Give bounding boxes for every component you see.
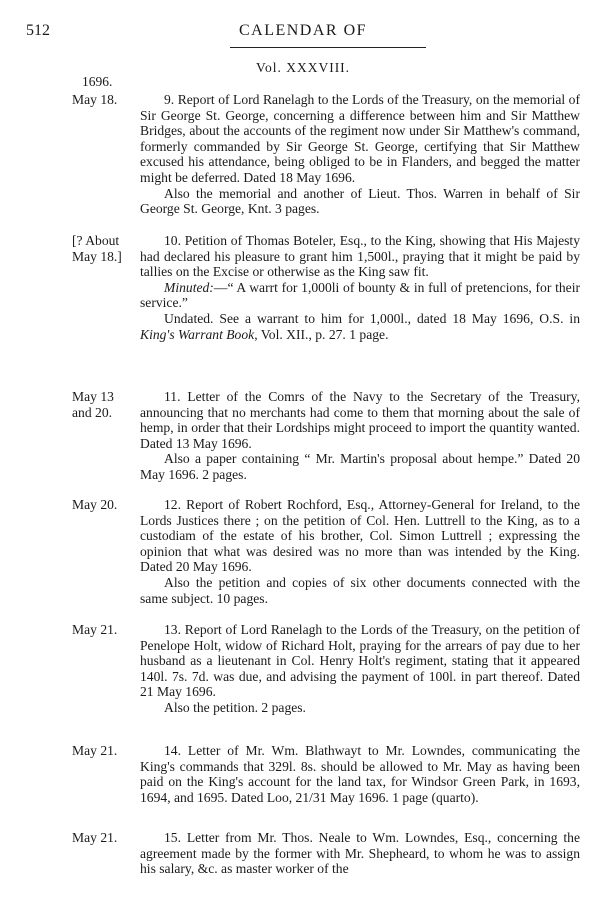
warrant-book-title: King's Warrant Book [140, 326, 255, 342]
entry-paragraph: 14. Letter of Mr. Wm. Blathwayt to Mr. Lowndes, communicating the King's commands that 329l. 8s. should be allowed to Mr. May as having been paid on the King's account for the land tax, for Windsor Green Park, in 1693, 1694, and 1695. Dated Loo, 21/31 May 1696. 1 page (quarto). [140, 743, 580, 805]
minuted-text: —“ A warrt for 1,000li of bounty & in full of pretencions, for their service.” [140, 279, 580, 311]
entry-body [140, 233, 580, 342]
undated-tail: , Vol. XII., p. 27. 1 page. [254, 326, 389, 342]
entry-body [140, 92, 580, 217]
entry-date: May 21. [72, 622, 118, 637]
entry-paragraph: Also the memorial and another of Lieut. Thos. Warren in behalf of Sir George St. George, Knt. 3 pages. [140, 185, 580, 217]
entry-paragraph: 12. Report of Robert Rochford, Esq., Attorney-General for Ireland, to the Lords Justices there ; on the petition of Col. Hen. Luttrell to the King, as to a custodiam of the estate of his brother, Col. Simon Luttrell ; expressing the opinion that what was desired was no more than was intended by the King. Dated 20 May 1696. [140, 497, 580, 575]
entry-date: May 13 and 20. [72, 389, 114, 420]
undated-text: Undated. See a warrant to him for 1,000l., dated 18 May 1696, O.S. in [164, 310, 580, 326]
entry-paragraph: 9. Report of Lord Ranelagh to the Lords of the Treasury, on the memorial of Sir George St. George, concerning a difference between him and Sir Matthew Bridges, about the accounts of the regiment now under Sir Matthew's command, formerly commanded by Sir George St. George, certifying that Sir Matthew excused his attendance, being obliged to be in Flanders, and begged the matter might be deferred. Dated 18 May 1696. [140, 92, 580, 185]
entry-date: May 21. [72, 830, 118, 845]
entry-body [140, 830, 580, 877]
entry-date: [? About May 18.] [72, 233, 122, 264]
entry-paragraph: 15. Letter from Mr. Thos. Neale to Wm. Lowndes, Esq., concerning the agreement made by the former with Mr. Shepheard, to whom he was to assign his salary, &c. as master worker of the [140, 830, 580, 877]
entry-date: May 21. [72, 743, 118, 758]
entry-paragraph: Also the petition. 2 pages. [164, 699, 306, 715]
entry-date: May 20. [72, 497, 118, 512]
year-label: 1696. [82, 74, 113, 89]
header-rule [230, 47, 426, 48]
entry-body [140, 743, 580, 805]
entry-paragraph: Also the petition and copies of six other documents connected with the same subject. 10 pages. [140, 574, 580, 606]
entry-body [140, 497, 580, 606]
minuted-note [140, 280, 580, 311]
entry-paragraph: 11. Letter of the Comrs of the Navy to the Secretary of the Treasury, announcing that no merchants had come to them that morning about the sale of hemp, in order that their Lordships might proceed to import the quantity wanted. Dated 13 May 1696. [140, 389, 580, 451]
entry-paragraph: Also a paper containing “ Mr. Martin's proposal about hempe.” Dated 20 May 1696. 2 pages. [140, 451, 580, 482]
page-number: 512 [26, 22, 50, 39]
entry-body [140, 622, 580, 716]
running-title: CALENDAR OF [238, 22, 368, 39]
minuted-label: Minuted: [164, 279, 214, 295]
entry-paragraph: 10. Petition of Thomas Boteler, Esq., to the King, showing that His Majesty had declared his pleasure to grant him 1,500l., praying that it might be paid by tallies on the Excise or otherwise as the King saw fit. [140, 233, 580, 280]
volume-heading: Vol. XXXVIII. [255, 60, 351, 75]
entry-paragraph: 13. Report of Lord Ranelagh to the Lords of the Treasury, on the petition of Penelope Holt, widow of Richard Holt, praying for the arrears of pay due to her husband as a lieutenant in Col. Henry Holt's regiment, stating that it appeared 140l. 7s. 7d. was due, and advising the payment of 100l. in part thereof. Dated 21 May 1696. [140, 622, 580, 700]
entry-body [140, 389, 580, 483]
entry-date: May 18. [72, 92, 118, 107]
undated-note [140, 311, 580, 342]
